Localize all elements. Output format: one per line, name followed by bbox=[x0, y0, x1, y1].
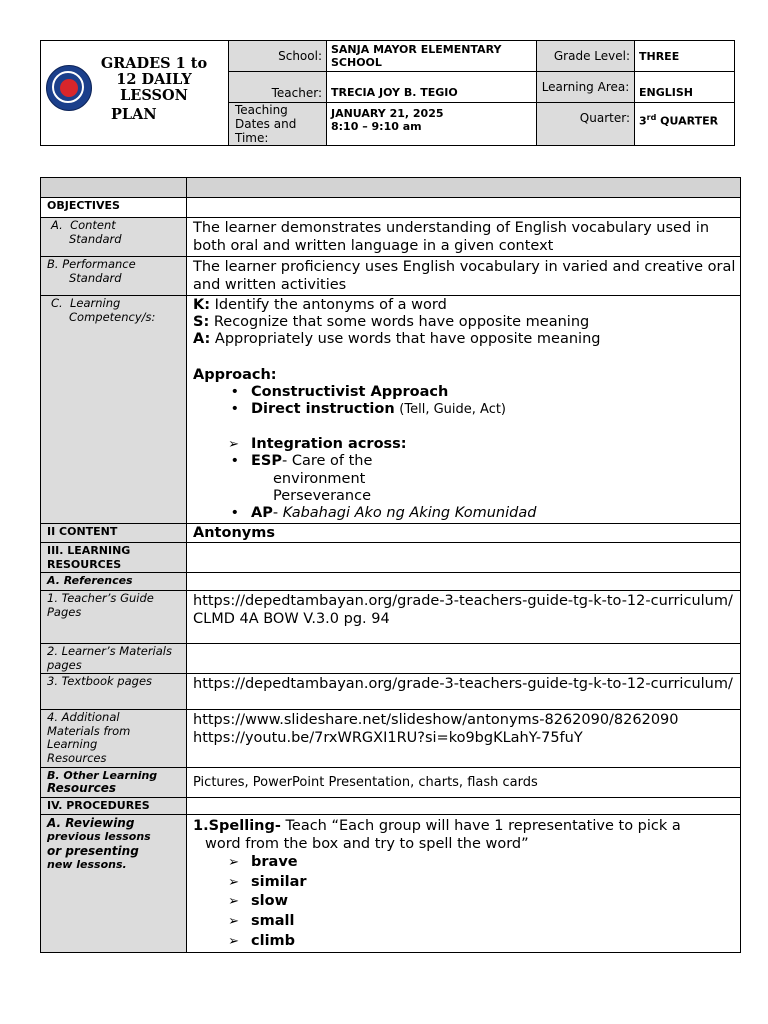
knowledge-objective: K: Identify the antonyms of a word bbox=[193, 297, 447, 313]
teaching-dates-label: Teaching Dates and Time: bbox=[229, 103, 327, 146]
arrow-bullet-icon: ➢ bbox=[228, 933, 239, 949]
content-standard-text: The learner demonstrates understanding of English vocabulary used in both oral and written language in a given context bbox=[187, 218, 741, 257]
teacher-value: TRECIA JOY B. TEGIO bbox=[327, 72, 537, 103]
teachers-guide-row bbox=[41, 591, 741, 644]
spelling-word: ➢ small bbox=[193, 912, 736, 932]
lesson-plan-table bbox=[40, 177, 741, 953]
teacher-label: Teacher: bbox=[229, 72, 327, 103]
teaching-dates-value bbox=[327, 103, 537, 146]
quarter-label: Quarter: bbox=[537, 103, 635, 146]
arrow-bullet-icon: ➢ bbox=[228, 914, 239, 930]
skill-objective: S: Recognize that some words have opposite meaning bbox=[193, 314, 590, 331]
approach-item: • Direct instruction (Tell, Guide, Act) bbox=[230, 401, 507, 418]
school-label: School: bbox=[229, 41, 327, 72]
procedures-label: IV. PROCEDURES bbox=[47, 799, 150, 813]
learners-materials-row bbox=[41, 644, 741, 674]
learning-competency-content: K: Identify the antonyms of a word S: Recognize that some words have opposite meaning A: Appropriately use words that have opposite meaning Approach: • Constructivist Approach • Direct instruction (Tell, Guide, Act) ➢ Integration across: • ESP- Care of the environment Perseverance • AP- Kabahagi Ako ng Aking Komunidad bbox=[187, 296, 741, 524]
spelling-word: ➢ similar bbox=[193, 873, 736, 893]
grade-level-label: Grade Level: bbox=[537, 41, 635, 72]
document-title-plan: PLAN bbox=[111, 106, 157, 123]
textbook-row bbox=[41, 674, 741, 710]
spelling-word: ➢ slow bbox=[193, 892, 736, 912]
content-label: II CONTENT bbox=[47, 525, 118, 539]
performance-standard-label: B. Performance Standard bbox=[41, 257, 187, 296]
slideshare-link[interactable]: https://www.slideshare.net/slideshow/antonyms-8262090/8262090 bbox=[193, 712, 679, 729]
document-title: GRADES 1 to 12 DAILY LESSON bbox=[100, 55, 208, 104]
title-cell bbox=[41, 41, 229, 146]
additional-materials-label: 4. Additional Materials from Learning Resources bbox=[41, 710, 187, 768]
other-resources-value: Pictures, PowerPoint Presentation, charts, flash cards bbox=[187, 768, 741, 798]
table-header-row bbox=[41, 178, 741, 198]
additional-materials-content bbox=[187, 710, 741, 768]
quarter-value: 3rd QUARTER bbox=[635, 103, 735, 146]
teachers-guide-content bbox=[187, 591, 741, 644]
other-resources-label: B. Other Learning Resources bbox=[41, 768, 187, 798]
arrow-bullet-icon: ➢ bbox=[228, 874, 239, 890]
performance-standard-row bbox=[41, 257, 741, 296]
reviewing-content: 1.Spelling- Teach “Each group will have 1 representative to pick a word from the box and try to spell the word” ➢ brave ➢ similar ➢ slow ➢ small ➢ climb bbox=[187, 815, 741, 953]
arrow-bullet-icon: ➢ bbox=[228, 855, 239, 871]
integration-heading: ➢ Integration across: bbox=[228, 436, 407, 453]
integration-ap: • AP- Kabahagi Ako ng Aking Komunidad bbox=[230, 505, 537, 522]
reviewing-row bbox=[41, 815, 741, 953]
arrow-bullet-icon: ➢ bbox=[228, 894, 239, 910]
other-resources-row bbox=[41, 768, 741, 798]
school-value: SANJA MAYOR ELEMENTARY SCHOOL bbox=[327, 41, 537, 72]
references-label: A. References bbox=[47, 574, 133, 588]
learning-competency-label: C. Learning Competency/s: bbox=[41, 296, 187, 524]
integration-esp: • ESP- Care of the bbox=[230, 453, 373, 470]
time-value: 8:10 – 9:10 am bbox=[331, 120, 422, 133]
teachers-guide-link[interactable]: https://depedtambayan.org/grade-3-teachers-guide-tg-k-to-12-curriculum/ bbox=[193, 593, 733, 610]
youtube-link[interactable]: https://youtu.be/7rxWRGXI1RU?si=ko9bgKLahY-75fuY bbox=[193, 730, 583, 747]
approach-heading: Approach: bbox=[193, 366, 277, 383]
approach-item: • Constructivist Approach bbox=[230, 383, 449, 400]
learning-resources-label: III. LEARNING RESOURCES bbox=[41, 543, 187, 573]
deped-seal-icon bbox=[46, 65, 92, 111]
learning-area-label: Learning Area: bbox=[537, 72, 635, 103]
references-row bbox=[41, 573, 741, 591]
procedures-row bbox=[41, 798, 741, 815]
additional-materials-row bbox=[41, 710, 741, 768]
grade-level-value: THREE bbox=[635, 41, 735, 72]
learning-area-value: ENGLISH bbox=[635, 72, 735, 103]
spelling-instruction: 1.Spelling- Teach “Each group will have 1 representative to pick a bbox=[193, 818, 681, 835]
objectives-heading: OBJECTIVES bbox=[47, 199, 120, 212]
content-standard-row bbox=[41, 218, 741, 257]
learning-competency-row bbox=[41, 296, 741, 524]
textbook-label: 3. Textbook pages bbox=[41, 674, 187, 710]
date-value: JANUARY 21, 2025 bbox=[331, 107, 444, 120]
textbook-link[interactable]: https://depedtambayan.org/grade-3-teachers-guide-tg-k-to-12-curriculum/ bbox=[187, 674, 741, 710]
spelling-word: ➢ climb bbox=[193, 932, 736, 952]
content-standard-label: A. Content Standard bbox=[41, 218, 187, 257]
spelling-word: ➢ brave bbox=[193, 853, 736, 873]
teachers-guide-ref: CLMD 4A BOW V.3.0 pg. 94 bbox=[193, 611, 390, 628]
objectives-row bbox=[41, 198, 741, 218]
attitude-objective: A: Appropriately use words that have opposite meaning bbox=[193, 331, 601, 348]
teachers-guide-label: 1. Teacher’s Guide Pages bbox=[41, 591, 187, 644]
content-row bbox=[41, 524, 741, 543]
reviewing-label: A. Reviewing previous lessons or presenting new lessons. bbox=[41, 815, 187, 953]
header-table bbox=[40, 40, 735, 146]
learning-resources-row bbox=[41, 543, 741, 573]
performance-standard-text: The learner proficiency uses English vocabulary in varied and creative oral and written activities bbox=[187, 257, 741, 296]
learners-materials-label: 2. Learner’s Materials pages bbox=[41, 644, 187, 674]
spelling-word-list bbox=[193, 853, 736, 951]
content-value: Antonyms bbox=[193, 525, 275, 542]
